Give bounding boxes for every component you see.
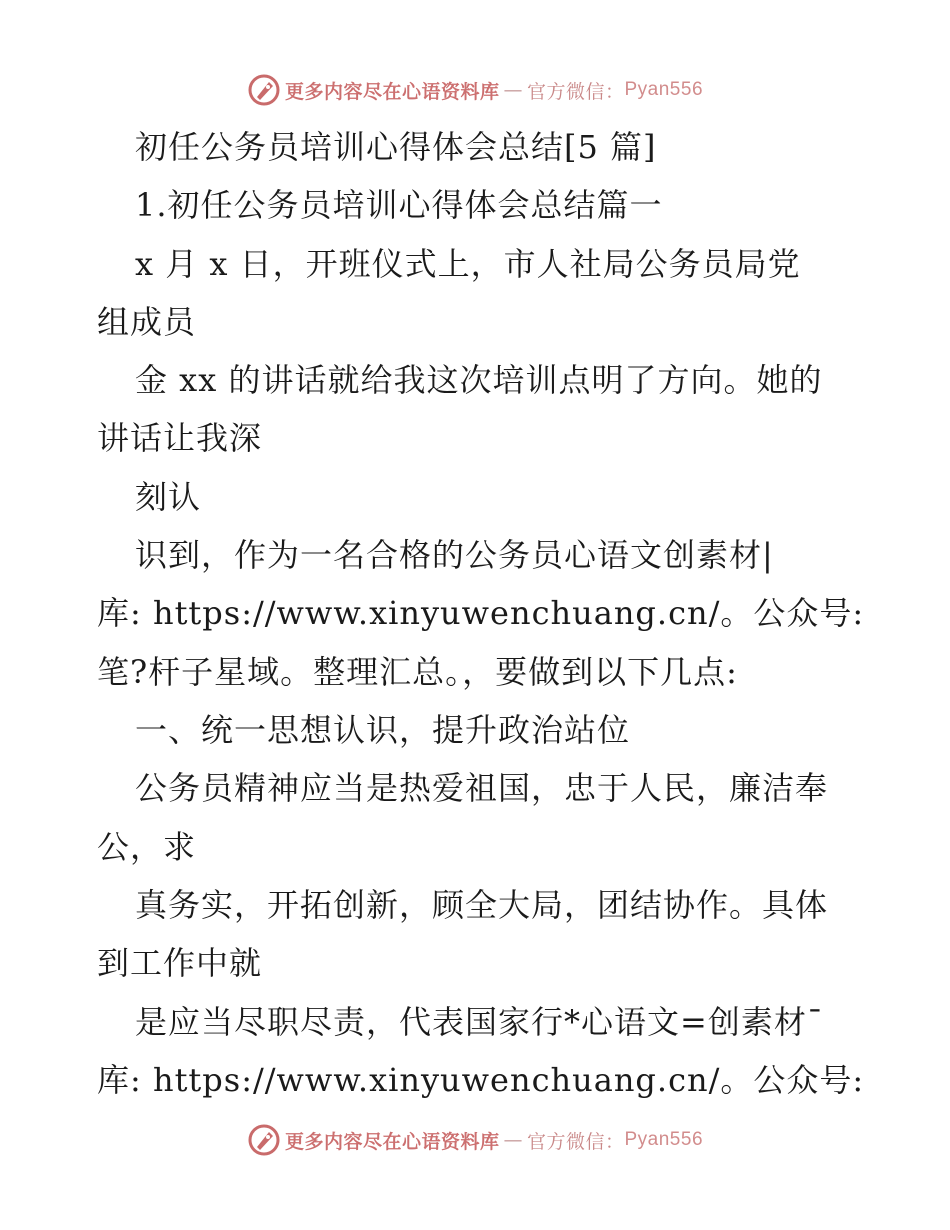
- paragraph-line: 金 xx 的讲话就给我这次培训点明了方向。她的: [135, 361, 823, 399]
- paragraph-line: 是应当尽职尽责，代表国家行*心语文=创素材¯: [135, 1003, 824, 1041]
- paragraph-line: x 月 x 日，开班仪式上，市人社局公务员局党: [135, 245, 801, 283]
- paragraph-line: 刻认: [135, 478, 202, 516]
- paragraph-line: 真务实，开拓创新，顾全大局，团结协作。具体: [135, 886, 829, 924]
- paragraph-line: 公务员精神应当是热爱祖国，忠于人民，廉洁奉: [135, 769, 829, 807]
- paragraph-line: 组成员: [97, 303, 197, 341]
- banner-brand-text: 更多内容尽在心语资料库: [284, 1130, 500, 1153]
- footer-banner: [0, 1120, 950, 1160]
- banner-wechat-label: 官方微信：: [526, 80, 625, 103]
- document-title: 初任公务员培训心得体会总结[5 篇]: [135, 128, 657, 166]
- subsection-heading: 一、统一思想认识，提升政治站位: [135, 711, 631, 749]
- banner-wechat-id: Pyan556: [624, 79, 704, 100]
- paragraph-line: 识到，作为一名合格的公务员心语文创素材|: [135, 536, 774, 574]
- banner-wechat-id: Pyan556: [624, 1129, 704, 1150]
- pen-nib-logo-icon: [247, 1123, 281, 1157]
- paragraph-line: 笔?杆子星域。整理汇总。，要做到以下几点:: [97, 653, 738, 691]
- banner-separator: —: [503, 79, 523, 101]
- paragraph-line: 库: https://www.xinyuwenchuang.cn/。公众号:: [97, 1061, 865, 1099]
- banner-wechat-label: 官方微信：: [526, 1130, 625, 1153]
- pen-nib-logo-icon: [247, 73, 281, 107]
- paragraph-line: 讲话让我深: [97, 419, 263, 457]
- paragraph-line: 到工作中就: [97, 944, 263, 982]
- header-banner: [0, 70, 950, 110]
- banner-brand-text: 更多内容尽在心语资料库: [284, 80, 500, 103]
- section-heading: 1.初任公务员培训心得体会总结篇一: [135, 186, 663, 224]
- paragraph-line: 库: https://www.xinyuwenchuang.cn/。公众号:: [97, 594, 865, 632]
- paragraph-line: 公，求: [97, 828, 197, 866]
- banner-separator: —: [503, 1129, 523, 1151]
